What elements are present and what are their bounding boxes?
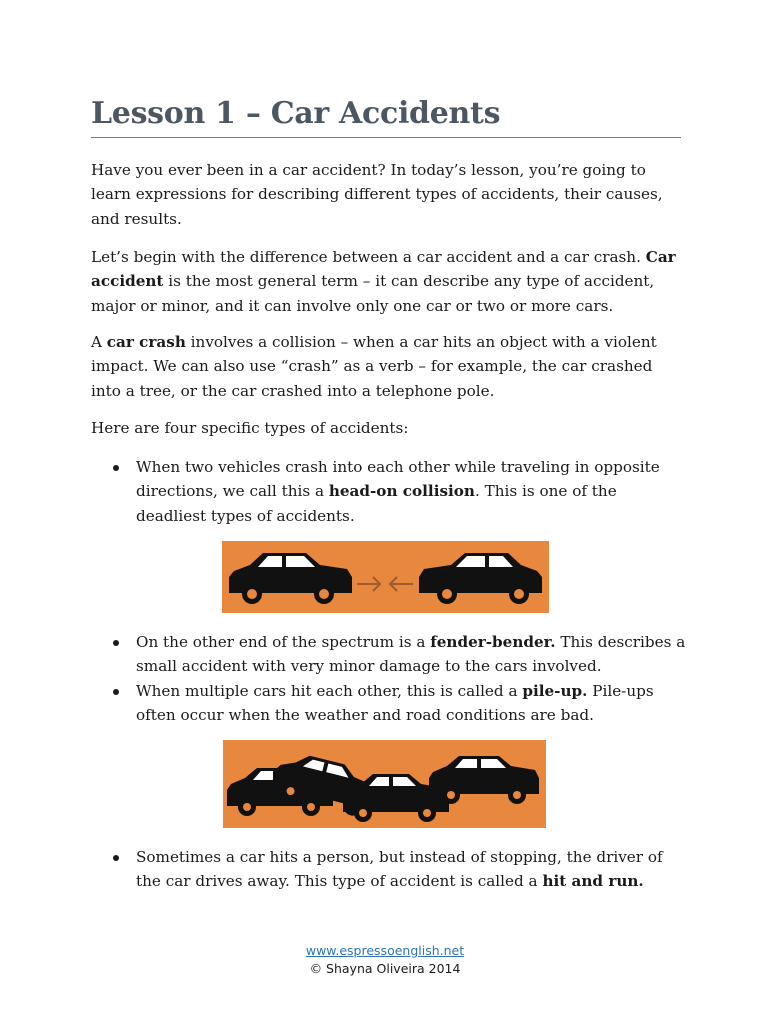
car-crash-paragraph: A car crash involves a collision – when a car hits an object with a violent impact. We can also use “crash” as a verb – for example, the car crashed into a tree, or the car crashed into a telephone pole.	[91, 333, 657, 400]
types-intro: Here are four specific types of accidents:	[91, 419, 409, 437]
intro-paragraph: Have you ever been in a car accident? In today’s lesson, you’re going to learn expressions for describing different types of accidents, their causes, and results.	[91, 161, 663, 228]
term-car-accident: Car accident	[91, 248, 676, 291]
website-link[interactable]: www.espressoenglish.net	[305, 943, 465, 958]
list-item: Sometimes a car hits a person, but instead of stopping, the driver of the car drives away. This type of accident is called a hit and run.	[113, 845, 688, 894]
page-title: Lesson 1 – Car Accidents	[91, 96, 501, 131]
copyright-notice: © Shayna Oliveira 2014	[309, 961, 461, 976]
bullet-list-3	[113, 845, 688, 894]
term-hit-and-run: hit and run.	[542, 872, 644, 891]
bullet-dot-icon	[113, 689, 119, 695]
list-item: When two vehicles crash into each other while traveling in opposite directions, we call this a head-on collision. This is one of the deadliest types of accidents.	[113, 455, 688, 528]
term-car-crash: car crash	[106, 333, 186, 351]
pile-up-illustration	[223, 740, 546, 828]
list-item: When multiple cars hit each other, this is called a pile-up. Pile-ups often occur when the weather and road conditions are bad.	[113, 679, 688, 728]
title-divider	[91, 137, 681, 138]
bullet-dot-icon	[113, 855, 119, 861]
bullet-dot-icon	[113, 465, 119, 471]
car-accident-paragraph: Let’s begin with the difference between a car accident and a car crash. Car accident is the most general term – it can describe any type of accident, major or minor, and it can involve only one car or two or more cars.	[91, 248, 676, 315]
term-fender-bender: fender-bender.	[430, 633, 556, 651]
head-on-collision-illustration	[222, 541, 549, 613]
bullet-list-1	[113, 455, 688, 528]
term-head-on-collision: head-on collision	[328, 482, 475, 501]
bullet-dot-icon	[113, 640, 119, 646]
list-item: On the other end of the spectrum is a fender-bender. This describes a small accident with very minor damage to the cars involved.	[113, 630, 688, 679]
bullet-list-2	[113, 630, 688, 728]
term-pile-up: pile-up.	[522, 681, 588, 700]
